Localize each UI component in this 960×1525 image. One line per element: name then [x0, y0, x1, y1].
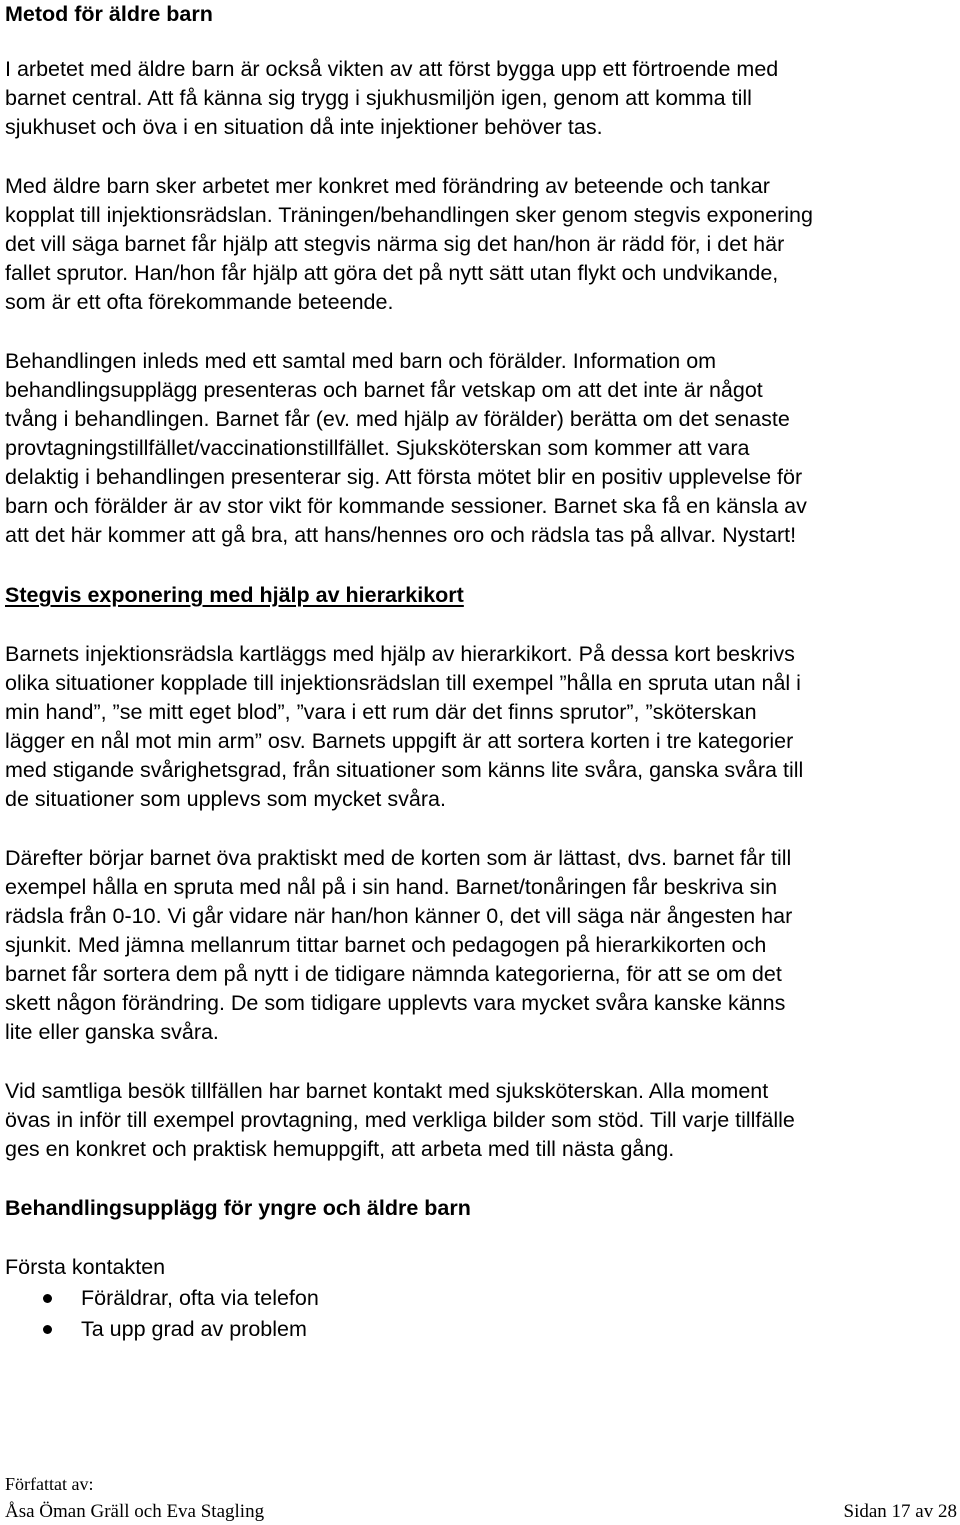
text-line: de situationer som upplevs som mycket svåra. [5, 787, 446, 811]
section-heading-text: Stegvis exponering med hjälp av hierarkikort [5, 583, 464, 607]
paragraph-intro [5, 55, 957, 142]
text-line: barnet får sortera dem på nytt i de tidigare nämnda kategorierna, för att se om det [5, 962, 782, 986]
text-line: exempel hålla en spruta med nål på i sin hand. Barnet/tonåringen får beskriva sin [5, 875, 778, 899]
text-line: olika situationer kopplade till injektionsrädslan till exempel ”hålla en spruta utan nål i [5, 671, 801, 695]
text-line: Därefter börjar barnet öva praktiskt med de korten som är lättast, dvs. barnet får till [5, 846, 792, 870]
text-line: ges en konkret och praktisk hemuppgift, att arbeta med till nästa gång. [5, 1137, 675, 1161]
text-line: behandlingsupplägg presenteras och barnet får vetskap om att det inte är något [5, 378, 763, 402]
list-item [5, 1314, 319, 1345]
text-line: sjukhuset och öva i en situation då inte injektioner behöver tas. [5, 115, 603, 139]
page-title: Metod för äldre barn [5, 2, 213, 26]
text-line: rädsla från 0-10. Vi går vidare när han/hon känner 0, det vill säga när ångesten har [5, 904, 793, 928]
text-line: I arbetet med äldre barn är också vikten av att först bygga upp ett förtroende med [5, 57, 779, 81]
paragraph-visits [5, 1077, 957, 1164]
paragraph-practice [5, 844, 957, 1047]
text-line: barnet central. Att få känna sig trygg i sjukhusmiljön igen, genom att komma till [5, 86, 752, 110]
text-line: fallet sprutor. Han/hon får hjälp att göra det på nytt sätt utan flykt och undvikande, [5, 261, 779, 285]
text-line: att det här kommer att gå bra, att hans/hennes oro och rädsla tas på allvar. Nystart! [5, 523, 797, 547]
text-line: sjunkit. Med jämna mellanrum tittar barnet och pedagogen på hierarkikorten och [5, 933, 767, 957]
paragraph-hierarchy-cards [5, 640, 957, 814]
text-line: lägger en nål mot min arm” osv. Barnets uppgift är att sortera korten i tre kategorier [5, 729, 794, 753]
text-line: kopplat till injektionsrädslan. Träningen/behandlingen sker genom stegvis exponering [5, 203, 813, 227]
text-line: delaktig i behandlingen presenterar sig. Att första mötet blir en positiv upplevelse för [5, 465, 803, 489]
list-item [5, 1283, 319, 1314]
page-number: Sidan 17 av 28 [843, 1501, 957, 1522]
footer-authors: Åsa Öman Gräll och Eva Stagling [5, 1501, 265, 1522]
section-heading-exposure [5, 581, 464, 610]
text-line: övas in inför till exempel provtagning, med verkliga bilder som stöd. Till varje tillfälle [5, 1108, 795, 1132]
list-item-text: Ta upp grad av problem [81, 1317, 307, 1341]
text-line: Första kontakten [5, 1255, 166, 1279]
text-line: det vill säga barnet får hjälp att stegvis närma sig det han/hon är rädd för, i det här [5, 232, 785, 256]
bullet-list [5, 1283, 319, 1345]
text-line: tvång i behandlingen. Barnet får (ev. med hjälp av förälder) berätta om det senaste [5, 407, 790, 431]
list-item-text: Föräldrar, ofta via telefon [81, 1286, 319, 1310]
text-line: skett någon förändring. De som tidigare upplevts vara mycket svåra kanske känns [5, 991, 786, 1015]
bullet-icon [43, 1325, 52, 1334]
text-line: min hand”, ”se mitt eget blod”, ”vara i ett rum där det finns sprutor”, ”sköterskan [5, 700, 757, 724]
first-contact-label [5, 1253, 957, 1282]
section-heading-treatment-plan: Behandlingsupplägg för yngre och äldre barn [5, 1196, 471, 1220]
bullet-icon [43, 1294, 52, 1303]
text-line: Behandlingen inleds med ett samtal med barn och förälder. Information om [5, 349, 717, 373]
text-line: barn och förälder är av stor vikt för kommande sessioner. Barnet ska få en känsla av [5, 494, 807, 518]
footer-label: Författat av: [5, 1474, 94, 1494]
text-line: som är ett ofta förekommande beteende. [5, 290, 394, 314]
paragraph-method [5, 172, 957, 317]
text-line: provtagningstillfället/vaccinationstillfället. Sjuksköterskan som kommer att vara [5, 436, 750, 460]
text-line: Barnets injektionsrädsla kartläggs med hjälp av hierarkikort. På dessa kort beskrivs [5, 642, 795, 666]
text-line: Med äldre barn sker arbetet mer konkret med förändring av beteende och tankar [5, 174, 770, 198]
text-line: lite eller ganska svåra. [5, 1020, 219, 1044]
text-line: med stigande svårighetsgrad, från situationer som känns lite svåra, ganska svåra till [5, 758, 804, 782]
paragraph-treatment-start [5, 347, 957, 550]
text-line: Vid samtliga besök tillfällen har barnet kontakt med sjuksköterskan. Alla moment [5, 1079, 769, 1103]
